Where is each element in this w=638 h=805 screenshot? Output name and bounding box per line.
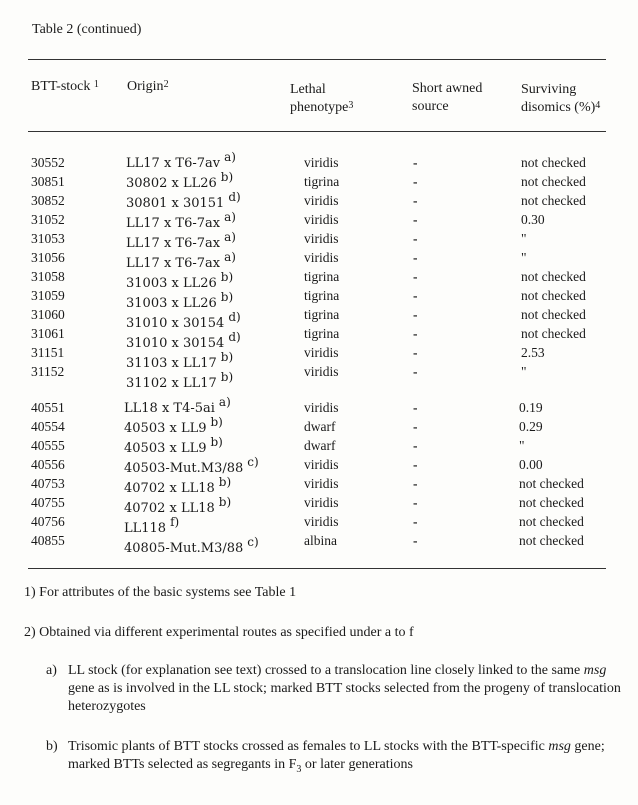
table-cell-surv: not checked — [521, 288, 586, 303]
table-cell-short: - — [413, 193, 418, 208]
table-cell-surv: not checked — [521, 174, 586, 189]
footnote-a-text-2: gene as is involved in the LL stock; marked BTT stocks selected from the progeny of translocation heterozygotes — [68, 681, 621, 714]
origin-note: d) — [228, 330, 241, 344]
table-cell-surv: 0.19 — [519, 400, 543, 415]
header-surv-line2 — [521, 99, 600, 117]
footnote-2 — [24, 624, 414, 642]
footnote-b-mark: b) — [46, 739, 58, 754]
origin-note: a) — [224, 150, 236, 164]
header-lethal-line2-text: phenotype — [290, 100, 349, 115]
table-cell-stock: 40555 — [31, 438, 65, 453]
table-cell-short: - — [413, 533, 418, 548]
footnote-1-text: For attributes of the basic systems see Table 1 — [39, 585, 297, 600]
table-cell-stock: 31061 — [31, 326, 65, 341]
table-cell-stock: 40755 — [31, 495, 65, 510]
footnote-b-text-2: gene; marked BTTs selected as segregants in F — [68, 739, 605, 772]
origin-text: 40503-Mut.M3/88 — [124, 461, 244, 476]
table-cell-short: - — [413, 457, 418, 472]
table-cell-origin — [124, 495, 259, 518]
footnote-a-text-1: LL stock (for explanation see text) crossed to a translocation line closely linked to the same — [68, 663, 581, 678]
table-cell-lethal: viridis — [304, 250, 339, 265]
footnote-b-sub: 3 — [296, 763, 302, 775]
table-cell-lethal: tigrina — [304, 307, 340, 322]
origin-text: 31003 x LL26 — [126, 296, 217, 311]
origin-text: 30802 x LL26 — [126, 176, 217, 191]
origin-note: b) — [210, 435, 223, 449]
footnote-2-mark: 2) — [24, 625, 36, 640]
table-cell-short: - — [413, 476, 418, 491]
table-cell-lethal: viridis — [304, 155, 339, 170]
table-cell-short: - — [413, 174, 418, 189]
origin-note: a) — [218, 395, 231, 409]
table-cell-short: - — [413, 364, 418, 379]
table-cell-origin — [124, 395, 259, 418]
table-cell-lethal: viridis — [304, 457, 339, 472]
table-cell-surv: not checked — [521, 155, 586, 170]
footnote-a-body — [68, 662, 630, 716]
origin-note: a) — [224, 210, 236, 224]
origin-note: f) — [170, 515, 180, 529]
table-cell-lethal: dwarf — [304, 419, 336, 434]
table-cell-surv: not checked — [521, 193, 586, 208]
origin-text: LL17 x T6-7av — [126, 156, 221, 171]
header-lethal-phenotype — [290, 81, 353, 117]
footnote-a-msg: msg — [583, 663, 607, 678]
origin-note: b) — [220, 170, 234, 184]
origin-text: LL118 — [124, 521, 167, 536]
origin-note: b) — [218, 475, 232, 489]
origin-note: a) — [224, 230, 236, 244]
table-cell-surv: " — [521, 250, 527, 265]
table-cell-stock: 30852 — [31, 193, 65, 208]
table-cell-origin — [124, 475, 259, 498]
footnote-2-text: Obtained via different experimental routes as specified under a to f — [39, 625, 414, 640]
table-cell-surv: not checked — [519, 495, 584, 510]
table-cell-stock: 31152 — [31, 364, 65, 379]
header-surv-line1: Surviving — [521, 82, 577, 97]
header-btt-stock — [31, 78, 99, 96]
table-cell-short: - — [413, 307, 418, 322]
table-cell-stock: 40855 — [31, 533, 65, 548]
table-cell-stock: 30851 — [31, 174, 65, 189]
header-short-line2: source — [412, 99, 449, 114]
origin-text: 31003 x LL26 — [126, 276, 217, 291]
col-stock-g1 — [31, 153, 65, 381]
table-cell-stock: 31060 — [31, 307, 65, 322]
col-lethal-g2 — [304, 398, 339, 550]
footnote-1 — [24, 584, 296, 602]
table-cell-lethal: tigrina — [304, 174, 340, 189]
table-cell-lethal: viridis — [304, 364, 339, 379]
table-cell-surv: 0.30 — [521, 212, 545, 227]
header-surviving-disomics — [521, 81, 600, 117]
footnote-1-mark: 1) — [24, 585, 36, 600]
table-cell-lethal: dwarf — [304, 438, 336, 453]
table-cell-stock: 40753 — [31, 476, 65, 491]
table-title: Table 2 (continued) — [32, 22, 142, 37]
origin-note: b) — [220, 270, 234, 284]
footnote-b-text-1: Trisomic plants of BTT stocks crossed as females to LL stocks with the BTT-specific — [68, 739, 545, 754]
col-short-g1 — [413, 153, 418, 381]
table-cell-origin — [126, 290, 241, 313]
header-origin-sup: 2 — [163, 79, 169, 90]
table-cell-short: - — [413, 438, 418, 453]
table-cell-surv: not checked — [519, 476, 584, 491]
origin-text: 31010 x 30154 — [126, 316, 225, 331]
table-cell-lethal: viridis — [304, 231, 339, 246]
table-cell-stock: 30552 — [31, 155, 65, 170]
header-surv-line2-text: disomics (%) — [521, 100, 596, 115]
origin-note: d) — [228, 190, 241, 204]
table-cell-origin — [124, 415, 259, 438]
table-cell-origin — [124, 455, 259, 478]
table-cell-lethal: viridis — [304, 345, 339, 360]
table-cell-surv: not checked — [519, 533, 584, 548]
origin-text: LL17 x T6-7ax — [126, 256, 221, 271]
table-cell-stock: 31052 — [31, 212, 65, 227]
table-cell-lethal: viridis — [304, 212, 339, 227]
header-short-awned — [412, 80, 482, 116]
table-cell-stock: 31058 — [31, 269, 65, 284]
table-cell-surv: not checked — [521, 326, 586, 341]
origin-text: LL17 x T6-7ax — [126, 236, 221, 251]
table-cell-stock: 31059 — [31, 288, 65, 303]
origin-text: 30801 x 30151 — [126, 196, 225, 211]
col-stock-g2 — [31, 398, 65, 550]
origin-note: b) — [220, 290, 234, 304]
header-lethal-line2 — [290, 99, 353, 117]
origin-text: 40805-Mut.M3/88 — [124, 541, 244, 556]
origin-note: c) — [247, 535, 259, 549]
col-surv-g1 — [521, 153, 586, 381]
table-cell-lethal: viridis — [304, 495, 339, 510]
origin-text: 40702 x LL18 — [124, 481, 215, 496]
table-cell-lethal: viridis — [304, 400, 339, 415]
table-cell-origin — [124, 535, 259, 558]
origin-note: b) — [210, 415, 223, 429]
header-lethal-line1: Lethal — [290, 82, 326, 97]
table-cell-short: - — [413, 155, 418, 170]
table-cell-surv: 2.53 — [521, 345, 545, 360]
table-cell-lethal: albina — [304, 533, 337, 548]
footnote-a-row — [46, 662, 630, 716]
table-cell-short: - — [413, 326, 418, 341]
header-btt-stock-label: BTT-stock — [31, 79, 91, 94]
header-short-line1: Short awned — [412, 81, 483, 96]
origin-text: 40503 x LL9 — [124, 421, 207, 436]
table-cell-stock: 40556 — [31, 457, 65, 472]
table-cell-stock: 31151 — [31, 345, 65, 360]
header-origin — [127, 78, 169, 96]
table-cell-short: - — [413, 250, 418, 265]
table-cell-lethal: viridis — [304, 476, 339, 491]
table-cell-short: - — [413, 495, 418, 510]
table-cell-surv: " — [521, 364, 527, 379]
table-cell-short: - — [413, 269, 418, 284]
table-cell-short: - — [413, 231, 418, 246]
origin-note: b) — [220, 350, 234, 364]
table-cell-stock: 40551 — [31, 400, 65, 415]
origin-note: c) — [247, 455, 259, 469]
table-cell-origin — [126, 170, 241, 193]
header-surv-sup: 4 — [595, 100, 601, 111]
origin-note: a) — [224, 250, 236, 264]
footnote-b — [46, 738, 630, 779]
table-cell-stock: 31053 — [31, 231, 65, 246]
origin-text: LL17 x T6-7ax — [126, 216, 221, 231]
header-lethal-sup: 3 — [348, 100, 354, 111]
origin-text: LL18 x T4-5ai — [124, 401, 215, 416]
table-cell-origin — [126, 310, 241, 333]
top-rule — [28, 59, 606, 60]
table-cell-lethal: tigrina — [304, 288, 340, 303]
table-cell-surv: not checked — [519, 514, 584, 529]
origin-text: 40503 x LL9 — [124, 441, 207, 456]
table-cell-origin — [126, 370, 241, 393]
table-cell-stock: 40756 — [31, 514, 65, 529]
table-cell-stock: 31056 — [31, 250, 65, 265]
origin-note: b) — [220, 370, 234, 384]
table-cell-short: - — [413, 212, 418, 227]
table-cell-origin — [124, 515, 259, 538]
table-cell-surv: 0.29 — [519, 419, 543, 434]
table-cell-short: - — [413, 288, 418, 303]
header-rule — [28, 131, 606, 132]
col-short-g2 — [413, 398, 418, 550]
header-btt-stock-sup: 1 — [93, 79, 99, 90]
table-cell-lethal: tigrina — [304, 326, 340, 341]
table-cell-lethal: tigrina — [304, 269, 340, 284]
footnote-a — [46, 662, 630, 716]
table-cell-surv: not checked — [521, 269, 586, 284]
bottom-rule — [28, 568, 606, 569]
table-cell-lethal: viridis — [304, 514, 339, 529]
table-cell-short: - — [413, 419, 418, 434]
table-cell-surv: 0.00 — [519, 457, 543, 472]
table-cell-origin — [124, 435, 259, 458]
table-cell-short: - — [413, 345, 418, 360]
table-cell-surv: not checked — [521, 307, 586, 322]
col-surv-g2 — [519, 398, 584, 550]
footnote-b-row — [46, 738, 630, 779]
table-cell-stock: 40554 — [31, 419, 65, 434]
footnote-b-body — [68, 738, 630, 779]
origin-text: 40702 x LL18 — [124, 501, 215, 516]
table-cell-surv: " — [519, 438, 525, 453]
origin-note: d) — [228, 310, 241, 324]
footnote-b-text-3: or later generations — [304, 757, 413, 772]
table-cell-short: - — [413, 514, 418, 529]
col-origin-g2 — [124, 395, 259, 558]
table-cell-surv: " — [521, 231, 527, 246]
col-origin-g1 — [126, 150, 241, 393]
table-cell-short: - — [413, 400, 418, 415]
origin-text: 31010 x 30154 — [126, 336, 225, 351]
footnote-b-msg: msg — [548, 739, 571, 754]
origin-note: b) — [218, 495, 232, 509]
footnote-a-mark: a) — [46, 663, 57, 678]
col-lethal-g1 — [304, 153, 339, 381]
header-origin-label: Origin — [127, 79, 164, 94]
origin-text: 31103 x LL17 — [126, 356, 217, 371]
origin-text: 31102 x LL17 — [126, 376, 217, 391]
table-cell-lethal: viridis — [304, 193, 339, 208]
